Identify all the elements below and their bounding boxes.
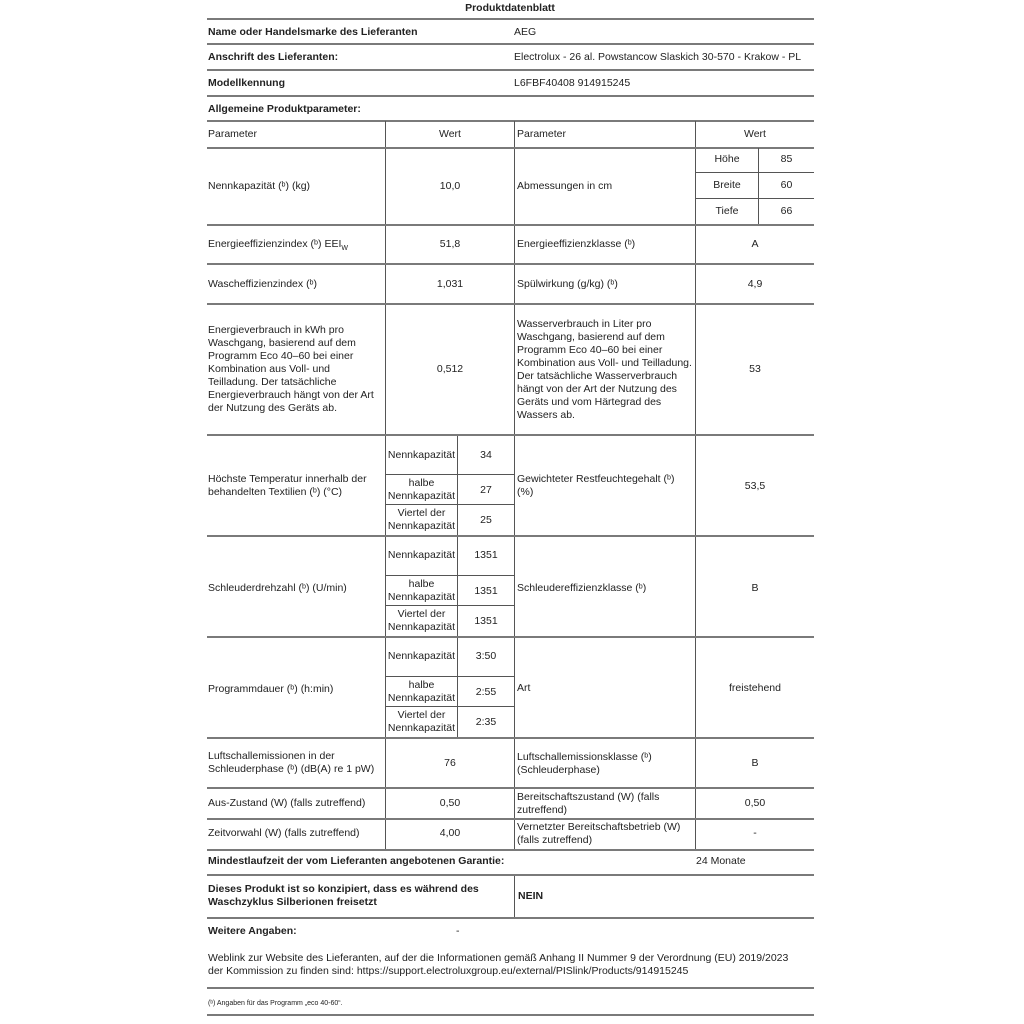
capacity-value: 10,0 xyxy=(439,180,461,192)
standby-label: Bereitschaftszustand (W) (falls zutreffend) xyxy=(517,791,660,816)
load-label: Viertel der Nennkapazität xyxy=(387,709,456,734)
load-label: Nennkapazität xyxy=(387,650,456,662)
subcell-divider xyxy=(695,172,814,173)
supplier-name-value: AEG xyxy=(514,26,537,38)
noise-class-value: B xyxy=(751,757,759,769)
type-value: freistehend xyxy=(729,682,781,694)
subcell-divider xyxy=(385,706,514,707)
load-label: Nennkapazität xyxy=(387,449,456,461)
weblink-url-line[interactable]: der Kommission zu finden sind: https://support.electroluxgroup.eu/external/PISlink/Products/914915245 xyxy=(208,965,689,977)
header-parameter-2: Parameter xyxy=(517,128,567,140)
further-info-value: - xyxy=(456,925,460,937)
moisture-label: Gewichteter Restfeuchtegehalt (ᵇ) (%) xyxy=(517,473,675,498)
divider xyxy=(207,69,814,71)
divider xyxy=(207,434,814,436)
divider xyxy=(207,636,814,638)
general-params-heading: Allgemeine Produktparameter: xyxy=(208,103,361,115)
divider xyxy=(207,737,814,739)
divider xyxy=(207,818,814,820)
dimension-name: Breite xyxy=(713,179,741,191)
energy-class-value: A xyxy=(751,238,759,250)
spin-speed-value: 1351 xyxy=(474,585,498,597)
noise-value: 76 xyxy=(444,757,456,769)
delay-start-label: Zeitvorwahl (W) (falls zutreffend) xyxy=(208,827,360,839)
temperature-value: 27 xyxy=(480,484,492,496)
temperature-value: 25 xyxy=(480,514,492,526)
page-title: Produktdatenblatt xyxy=(465,2,555,14)
divider xyxy=(207,120,814,122)
silver-ions-label: Dieses Produkt ist so konzipiert, dass es während des Waschzyklus Silberionen freisetzt xyxy=(208,883,479,908)
warranty-label: Mindestlaufzeit der vom Lieferanten angebotenen Garantie: xyxy=(208,855,505,867)
load-label: halbe Nennkapazität xyxy=(387,477,456,502)
noise-class-label: Luftschallemissionsklasse (ᵇ) (Schleuderphase) xyxy=(517,751,652,776)
type-label: Art xyxy=(517,682,531,694)
subcell-divider xyxy=(385,605,514,606)
divider xyxy=(207,43,814,45)
wash-index-label: Wascheffizienzindex (ᵇ) xyxy=(208,278,318,290)
divider xyxy=(207,18,814,20)
wash-index-value: 1,031 xyxy=(436,278,464,290)
temperature-value: 34 xyxy=(480,449,492,461)
spin-class-label: Schleudereffizienzklasse (ᵇ) xyxy=(517,582,647,594)
supplier-address-label: Anschrift des Lieferanten: xyxy=(208,51,339,63)
divider xyxy=(207,535,814,537)
duration-value: 2:35 xyxy=(475,716,497,728)
subcell-divider xyxy=(385,474,514,475)
networked-standby-label: Vernetzter Bereitschaftsbetrieb (W) (falls zutreffend) xyxy=(517,821,681,846)
subcell-divider xyxy=(695,198,814,199)
footnote: (ᵇ) Angaben für das Programm „eco 40-60“. xyxy=(208,1000,343,1007)
dimension-value: 85 xyxy=(780,153,793,165)
load-label: halbe Nennkapazität xyxy=(387,679,456,704)
spin-speed-value: 1351 xyxy=(474,615,498,627)
rinse-label: Spülwirkung (g/kg) (ᵇ) xyxy=(517,278,618,290)
dimension-value: 66 xyxy=(780,205,793,217)
header-parameter-1: Parameter xyxy=(208,128,258,140)
divider xyxy=(207,263,814,265)
eei-value: 51,8 xyxy=(439,238,461,250)
dimensions-label: Abmessungen in cm xyxy=(517,180,613,192)
load-label: halbe Nennkapazität xyxy=(387,578,456,603)
water-consumption-value: 53 xyxy=(749,363,761,375)
networked-standby-value: - xyxy=(753,827,757,839)
energy-consumption-label: Energieverbrauch in kWh pro Waschgang, basierend auf dem Programm Eco 40–60 bei einer Kombination aus Voll- und Teilladung. Der tatsächliche Energieverbrauch hängt von der Art der Nutzung des Geräts ab. xyxy=(208,324,374,414)
standby-value: 0,50 xyxy=(744,797,766,809)
dimension-value: 60 xyxy=(780,179,793,191)
spin-speed-value: 1351 xyxy=(474,549,498,561)
divider xyxy=(207,224,814,226)
divider xyxy=(207,874,814,876)
rinse-value: 4,9 xyxy=(747,278,763,290)
spin-class-value: B xyxy=(751,582,759,594)
divider xyxy=(207,303,814,305)
off-mode-value: 0,50 xyxy=(439,797,461,809)
divider xyxy=(207,917,814,919)
energy-consumption-value: 0,512 xyxy=(436,363,464,375)
header-value-1: Wert xyxy=(439,128,461,140)
duration-value: 2:55 xyxy=(475,686,497,698)
model-id-value: L6FBF40408 914915245 xyxy=(514,77,631,89)
divider xyxy=(207,787,814,789)
further-info-label: Weitere Angaben: xyxy=(208,925,297,937)
dimension-name: Tiefe xyxy=(715,205,739,217)
divider xyxy=(207,147,814,149)
silver-ions-value: NEIN xyxy=(518,890,544,902)
moisture-value: 53,5 xyxy=(744,480,766,492)
noise-label: Luftschallemissionen in der Schleuderphase (ᵇ) (dB(A) re 1 pW) xyxy=(208,750,375,775)
water-consumption-label: Wasserverbrauch in Liter pro Waschgang, basierend auf dem Programm Eco 40–60 bei einer Kombination aus Voll- und Teilladung. Der tatsächliche Wasserverbrauch hängt von der Art der Nutzung des Geräts und vom Härtegrad des Wassers ab. xyxy=(517,318,692,421)
capacity-label: Nennkapazität (ᵇ) (kg) xyxy=(208,180,311,192)
load-label: Viertel der Nennkapazität xyxy=(387,608,456,633)
model-id-label: Modellkennung xyxy=(208,77,285,89)
supplier-address-value: Electrolux - 26 al. Powstancow Slaskich 30-570 - Krakow - PL xyxy=(514,51,802,63)
load-label: Nennkapazität xyxy=(387,549,456,561)
subcell-divider xyxy=(385,504,514,505)
spin-speed-label: Schleuderdrehzahl (ᵇ) (U/min) xyxy=(208,582,347,594)
subcell-divider xyxy=(385,575,514,576)
off-mode-label: Aus-Zustand (W) (falls zutreffend) xyxy=(208,797,366,809)
weblink-text: Weblink zur Website des Lieferanten, auf der die Informationen gemäß Anhang II Nummer 9 der Verordnung (EU) 2019/2023 der Kommission zu finden sind: https://support.electroluxgroup.eu/external/PISlink/Products/914915245 xyxy=(208,952,789,977)
dimension-name: Höhe xyxy=(714,153,740,165)
warranty-value: 24 Monate xyxy=(696,855,746,867)
header-value-2: Wert xyxy=(744,128,766,140)
divider xyxy=(207,1014,814,1016)
divider xyxy=(207,95,814,97)
duration-label: Programmdauer (ᵇ) (h:min) xyxy=(208,683,334,695)
divider xyxy=(207,849,814,851)
load-label: Viertel der Nennkapazität xyxy=(387,507,456,532)
footnote-mark: (ᵇ) xyxy=(278,180,290,192)
subcell-divider xyxy=(385,676,514,677)
col-divider xyxy=(514,876,515,917)
duration-value: 3:50 xyxy=(475,650,497,662)
energy-class-label: Energieeffizienzklasse (ᵇ) xyxy=(517,238,636,250)
divider xyxy=(207,987,814,989)
temperature-label: Höchste Temperatur innerhalb der behandelten Textilien (ᵇ) (°C) xyxy=(208,473,367,498)
eei-label: Energieeffizienzindex (ᵇ) $EEI_W$ xyxy=(208,238,348,253)
supplier-name-label: Name oder Handelsmarke des Lieferanten xyxy=(208,26,418,38)
delay-start-value: 4,00 xyxy=(439,827,461,839)
col-divider xyxy=(514,121,515,851)
